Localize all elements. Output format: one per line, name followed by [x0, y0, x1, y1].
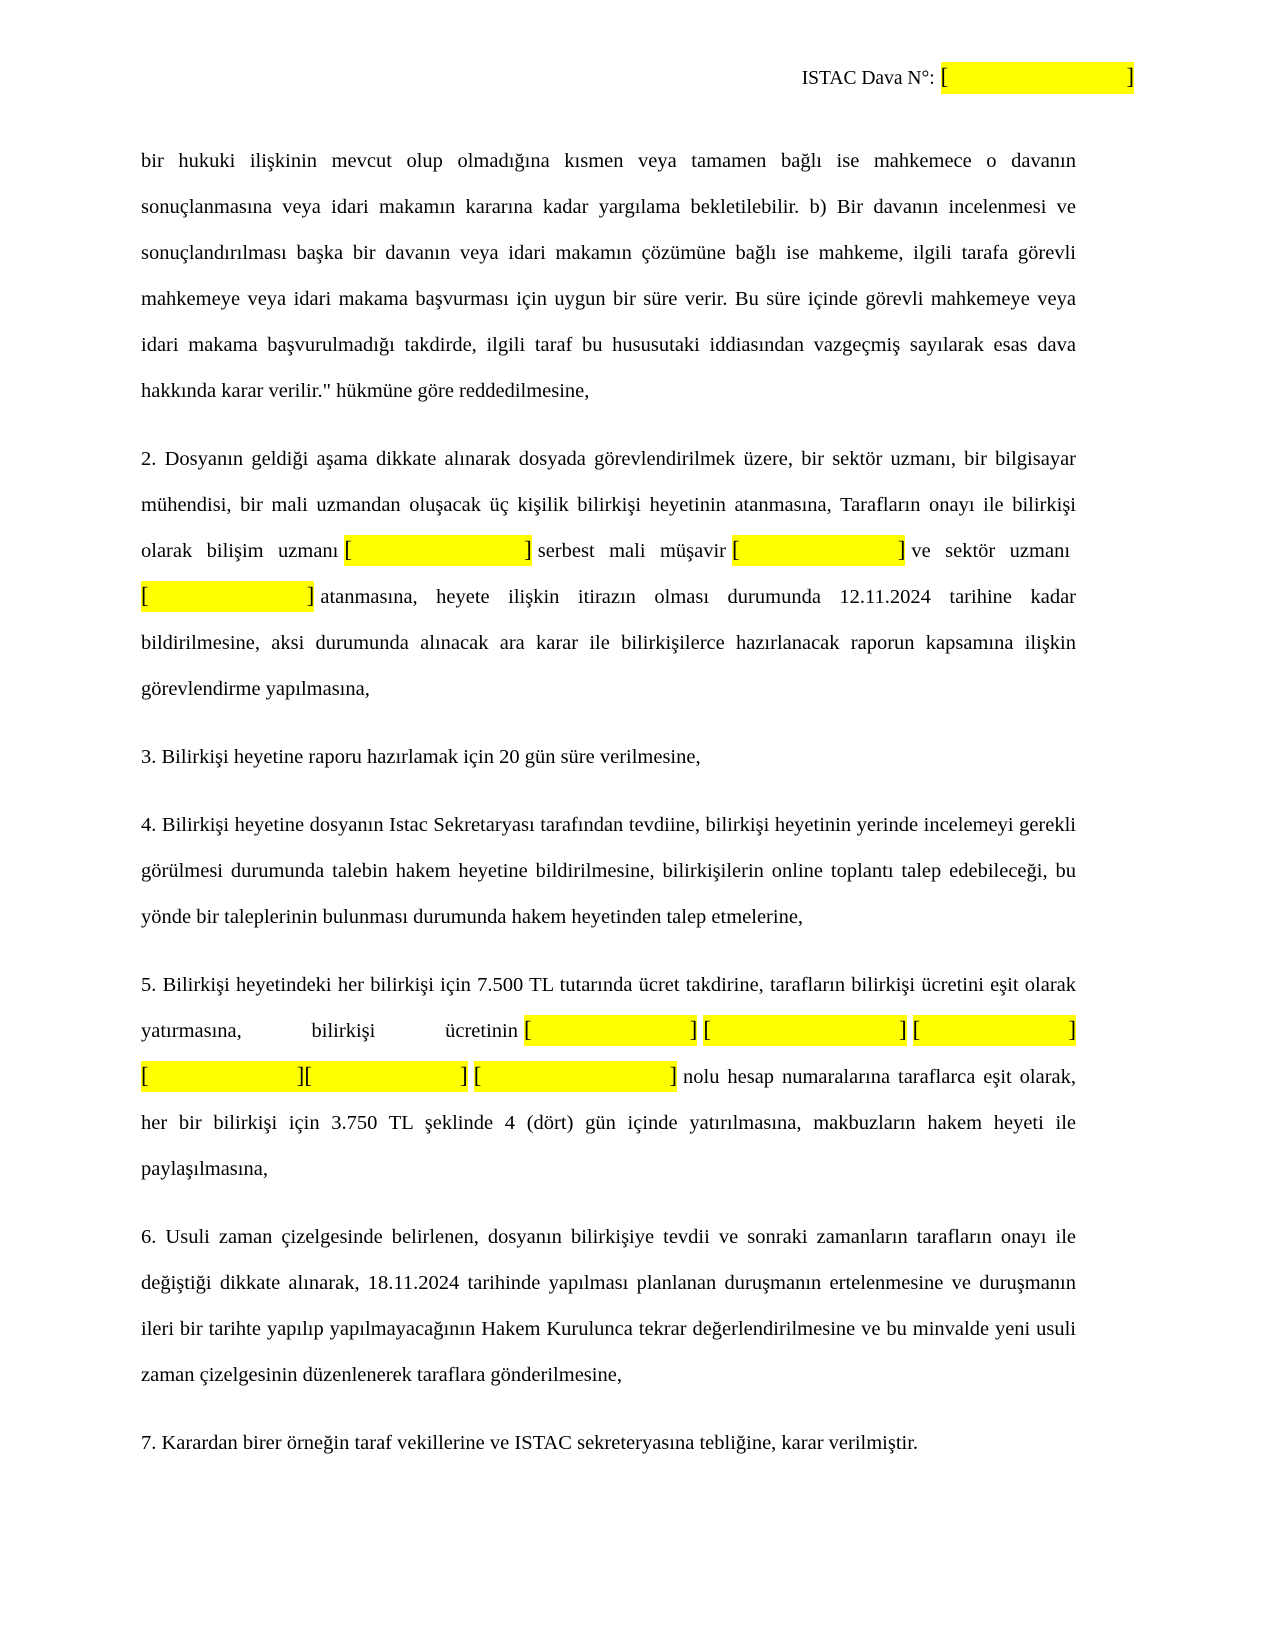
item-2-text-part-1: 2. Dosyanın geldiği aşama dikkate alınarak dosyada görevlendirilmek üzere, bir sektör uzmanı, bir bilgisayar mühendisi, bir mali uzmandan oluşacak üç kişilik bilirkişi heyetinin atanmasına, Tarafların onayı ile bilirkişi olarak bilişim uzmanı	[141, 448, 1076, 562]
document-body	[141, 138, 1076, 1466]
bracket-close-icon: ]	[524, 537, 532, 562]
bracket-close-icon: ]	[1126, 64, 1134, 89]
bracket-open-icon: [	[344, 537, 353, 562]
bracket-open-icon: [	[523, 1017, 532, 1042]
case-number-value	[948, 67, 1126, 93]
bracket-close-icon: ]	[689, 1017, 698, 1042]
item-5-text-part-1: 5. Bilirkişi heyetindeki her bilirkişi için 7.500 TL tutarında ücret takdirine, tarafların bilirkişi ücretini eşit olarak yatırmasına, bilirkişi ücretinin	[141, 974, 1076, 1042]
bracket-open-icon: [	[732, 537, 740, 562]
blank-value-account-5	[312, 1065, 460, 1091]
paragraph-item-3	[141, 734, 1076, 780]
bracket-close-icon: ]	[897, 537, 906, 562]
blank-value-account-3	[920, 1019, 1068, 1045]
blank-value-account-4	[149, 1065, 297, 1091]
bracket-open-icon: [	[304, 1063, 313, 1088]
blank-value-serbest-mali-musavir	[740, 539, 898, 565]
blank-field-account-2[interactable]	[703, 1015, 906, 1046]
blank-field-account-4[interactable]	[141, 1061, 304, 1092]
bracket-close-icon: ]	[296, 1063, 305, 1088]
blank-field-account-1[interactable]	[524, 1015, 697, 1046]
bracket-open-icon: [	[703, 1017, 711, 1042]
bracket-open-icon: [	[141, 1063, 149, 1088]
blank-value-sektor-uzmani	[149, 585, 307, 611]
paragraph-item-7	[141, 1420, 1076, 1466]
paragraph-continued-text: bir hukuki ilişkinin mevcut olup olmadığına kısmen veya tamamen bağlı ise mahkemece o davanın sonuçlanmasına veya idari makamın kararına kadar yargılama bekletilebilir. b) Bir davanın incelenmesi ve sonuçlandırılması başka bir davanın veya idari makamın çözümüne bağlı ise mahkeme, ilgili tarafa görevli mahkemeye veya idari makama başvurması için uygun bir süre verir. Bu süre içinde görevli mahkemeye veya idari makama başvurulmadığı takdirde, ilgili taraf bu hususutaki iddiasından vazgeçmiş sayılarak esas dava hakkında karar verilir." hükmüne göre reddedilmesine,	[141, 150, 1076, 402]
item-2-text-part-4: atanmasına, heyete ilişkin itirazın olması durumunda 12.11.2024 tarihine kadar bildirilmesine, aksi durumunda alınacak ara karar ile bilirkişilerce hazırlanacak raporun kapsamına ilişkin görevlendirme yapılmasına,	[141, 586, 1076, 700]
blank-field-bilisim-uzmani[interactable]	[344, 535, 531, 566]
item-5-text-part-2: nolu hesap numaralarına taraflarca eşit olarak, her bir bilirkişi için 3.750 TL şeklinde 4 (dört) gün içinde yatırılmasına, makbuzların hakem heyeti ile paylaşılmasına,	[141, 1066, 1076, 1180]
blank-value-bilisim-uzmani	[352, 539, 524, 565]
item-6-text: 6. Usuli zaman çizelgesinde belirlenen, dosyanın bilirkişiye tevdii ve sonraki zamanların tarafların onayı ile değiştiği dikkate alınarak, 18.11.2024 tarihinde yapılması planlanan duruşmanın ertelenmesine ve duruşmanın ileri bir tarihte yapılıp yapılmayacağının Hakem Kurulunca tekrar değerlendirilmesine ve bu minvalde yeni usuli zaman çizelgesinin düzenlenerek taraflara gönderilmesine,	[141, 1226, 1076, 1386]
bracket-close-icon: ]	[1068, 1017, 1076, 1042]
case-number-field[interactable]	[941, 62, 1134, 94]
blank-value-account-6	[481, 1065, 669, 1091]
blank-field-sektor-uzmani[interactable]	[141, 581, 314, 612]
item-2-text-part-3: ve sektör uzmanı	[911, 540, 1071, 562]
bracket-open-icon: [	[912, 1017, 921, 1042]
document-header	[141, 62, 1134, 94]
blank-value-account-2	[711, 1019, 899, 1045]
blank-value-account-1	[532, 1019, 690, 1045]
paragraph-item-5	[141, 962, 1076, 1192]
bracket-close-icon: ]	[669, 1063, 678, 1088]
bracket-open-icon: [	[940, 64, 949, 89]
bracket-close-icon: ]	[898, 1017, 907, 1042]
bracket-open-icon: [	[141, 583, 149, 608]
paragraph-continued	[141, 138, 1076, 414]
paragraph-item-6	[141, 1214, 1076, 1398]
item-4-text: 4. Bilirkişi heyetine dosyanın Istac Sekretaryası tarafından tevdiine, bilirkişi heyetinin yerinde incelemeyi gerekli görülmesi durumunda talebin hakem heyetine bildirilmesine, bilirkişilerin online toplantı talep edebileceği, bu yönde bir taleplerinin bulunması durumunda hakem heyetinden talep etmelerine,	[141, 814, 1076, 928]
blank-field-account-3[interactable]	[913, 1015, 1076, 1046]
bracket-close-icon: ]	[460, 1063, 468, 1088]
item-2-text-part-2: serbest mali müşavir	[537, 540, 727, 562]
paragraph-item-2	[141, 436, 1076, 712]
blank-field-account-6[interactable]	[474, 1061, 677, 1092]
item-7-text: 7. Karardan birer örneğin taraf vekillerine ve ISTAC sekreteryasına tebliğine, karar verilmiştir.	[141, 1432, 919, 1454]
bracket-close-icon: ]	[306, 583, 315, 608]
bracket-open-icon: [	[473, 1063, 482, 1088]
case-number-label: ISTAC Dava N°:	[801, 68, 935, 89]
paragraph-item-4	[141, 802, 1076, 940]
blank-field-serbest-mali-musavir[interactable]	[732, 535, 905, 566]
item-3-text: 3. Bilirkişi heyetine raporu hazırlamak için 20 gün süre verilmesine,	[141, 746, 701, 768]
blank-field-account-5[interactable]	[304, 1061, 467, 1092]
